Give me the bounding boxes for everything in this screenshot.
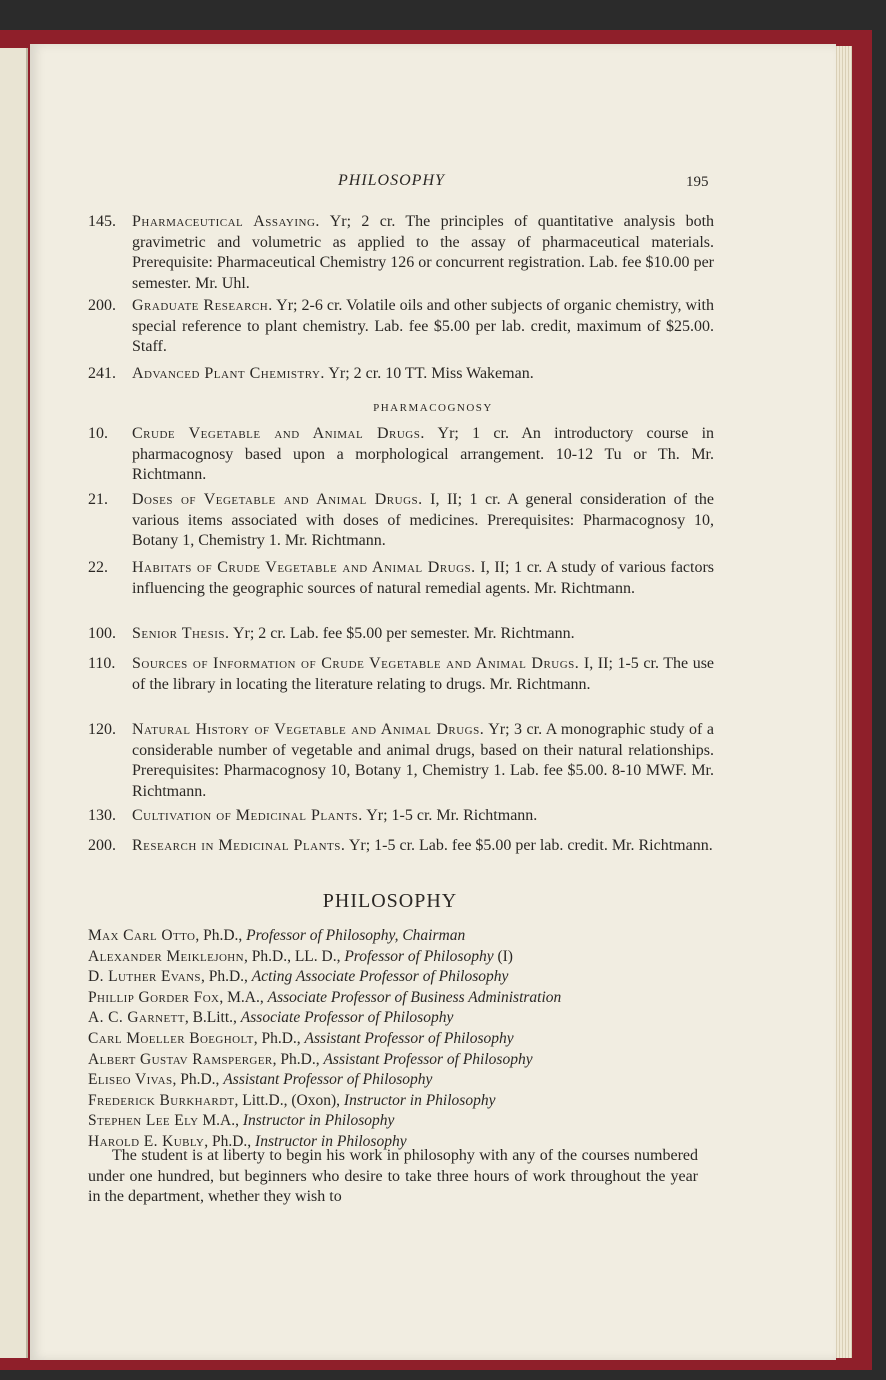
course-title: Pharmaceutical Assaying. (132, 213, 320, 230)
running-head (30, 172, 836, 196)
course-entry (88, 624, 714, 645)
course-entry (88, 212, 714, 294)
course-description: Yr; 2 cr. 10 TT. Miss Wakeman. (328, 365, 534, 382)
course-title: Doses of Vegetable and Animal Drugs. (132, 491, 423, 508)
faculty-name: D. Luther Evans (88, 968, 201, 986)
facing-page-edge (0, 48, 28, 1358)
course-description: Yr; 1 cr. An introductory course in pharmacognosy based upon a morphological arrangement. 10-12 Tu or Th. Mr. Richtmann. (132, 425, 715, 483)
course-title: Senior Thesis. (132, 625, 230, 642)
course-description: Yr; 1-5 cr. Mr. Richtmann. (366, 807, 538, 824)
course-entry (88, 806, 714, 827)
faculty-row (88, 1070, 748, 1091)
course-entry (88, 296, 714, 358)
faculty-degree: , Ph.D., (204, 1132, 256, 1150)
course-entry (88, 364, 714, 385)
faculty-row (88, 1008, 748, 1029)
faculty-row (88, 967, 748, 988)
course-number: 100. (88, 625, 116, 642)
course-title: Research in Medicinal Plants. (132, 837, 346, 854)
faculty-row (88, 1050, 748, 1071)
course-description: Yr; 1-5 cr. Lab. fee $5.00 per lab. credit. Mr. Richtmann. (348, 837, 713, 854)
course-number: 22. (88, 559, 108, 576)
page-number: 195 (686, 174, 709, 190)
faculty-name: Albert Gustav Ramsperger (88, 1050, 273, 1068)
faculty-degree: , B.Litt., (184, 1009, 241, 1027)
faculty-row (88, 1111, 748, 1132)
subsection-heading: PHARMACOGNOSY (373, 402, 493, 414)
faculty-row (88, 1029, 748, 1050)
faculty-degree: , Litt.D., (Oxon), (234, 1091, 344, 1109)
faculty-title: Instructor in Philosophy (255, 1132, 407, 1150)
faculty-name: Harold E. Kubly (88, 1132, 205, 1150)
faculty-title: Instructor in Philosophy (242, 1112, 395, 1130)
course-number: 21. (88, 491, 108, 508)
faculty-title: Associate Professor of Business Administration (267, 988, 562, 1006)
faculty-note: (I) (493, 947, 513, 965)
course-number: 200. (88, 837, 116, 854)
faculty-degree: M.A., (198, 1112, 243, 1130)
faculty-title: Assistant Professor of Philosophy (323, 1050, 533, 1068)
faculty-row (88, 926, 748, 947)
faculty-name: A. C. Garnett (88, 1009, 185, 1027)
faculty-name: Max Carl Otto (88, 927, 196, 944)
course-description: Yr; 3 cr. A monographic study of a considerable number of vegetable and animal drugs, based on their natural relationships. Prerequisites: Pharmacognosy 10, Botany 1, Chemistry 1. Lab. fee $5.00. 8-10 MWF. Mr. Richtmann. (132, 721, 715, 800)
course-number: 120. (88, 721, 116, 738)
course-entry (88, 654, 714, 695)
course-description: Yr; 2 cr. Lab. fee $5.00 per semester. Mr. Richtmann. (232, 625, 575, 642)
course-description: Yr; 2 cr. The principles of quantitative analysis both gravimetric and volumetric as applied to the assay of pharmaceutical materials. Prerequisite: Pharmaceutical Chemistry 126 or concurrent registration. Lab. fee $10.00 per semester. Mr. Uhl. (132, 213, 715, 292)
course-title: Graduate Research. (132, 297, 273, 314)
faculty-row (88, 1091, 748, 1112)
faculty-degree: , M.A., (219, 988, 268, 1006)
faculty-title: Assistant Professor of Philosophy (304, 1029, 514, 1047)
faculty-title: Assistant Professor of Philosophy (223, 1071, 433, 1089)
faculty-degree: , Ph.D., (195, 927, 247, 944)
page-edges (834, 46, 852, 1358)
course-title: Sources of Information of Crude Vegetable and Animal Drugs. (132, 655, 580, 672)
course-title: Habitats of Crude Vegetable and Animal Drugs. (132, 559, 476, 576)
faculty-name: Alexander Meiklejohn (88, 947, 244, 965)
faculty-degree: , Ph.D., (272, 1050, 324, 1068)
running-head-title: PHILOSOPHY (338, 172, 445, 189)
faculty-title: Associate Professor of Philosophy (240, 1009, 454, 1027)
course-number: 145. (88, 213, 116, 230)
course-number: 110. (88, 655, 116, 672)
faculty-degree: , Ph.D., (200, 968, 252, 986)
faculty-degree: , Ph.D., LL. D., (244, 947, 345, 965)
faculty-row (88, 988, 748, 1009)
course-entry (88, 424, 714, 486)
course-description: I, II; 1 cr. A general consideration of the various items associated with doses of medicines. Prerequisites: Pharmacognosy 10, Botany 1, Chemistry 1. Mr. Richtmann. (132, 491, 715, 549)
faculty-title: Acting Associate Professor of Philosophy (251, 968, 509, 986)
course-entry (88, 558, 714, 599)
course-description: Yr; 2-6 cr. Volatile oils and other subjects of organic chemistry, with special reference to plant chemistry. Lab. fee $5.00 per lab. credit, maximum of $25.00. Staff. (132, 297, 715, 355)
faculty-title: Instructor in Philosophy (343, 1091, 496, 1109)
course-number: 200. (88, 297, 116, 314)
faculty-name: Stephen Lee Ely (88, 1112, 199, 1130)
course-title: Crude Vegetable and Animal Drugs. (132, 425, 425, 442)
course-title: Cultivation of Medicinal Plants. (132, 807, 363, 824)
course-title: Advanced Plant Chemistry. (132, 365, 325, 382)
faculty-title: Professor of Philosophy, Chairman (246, 927, 466, 944)
faculty-degree: , Ph.D., (172, 1071, 224, 1089)
course-number: 130. (88, 807, 116, 824)
faculty-name: Phillip Gorder Fox (88, 988, 220, 1006)
book-page (30, 44, 836, 1360)
course-number: 10. (88, 425, 108, 442)
course-description: I, II; 1 cr. A study of various factors influencing the geographic sources of natural remedial agents. Mr. Richtmann. (132, 559, 715, 597)
course-entry (88, 836, 714, 857)
faculty-name: Carl Moeller Boegholt (88, 1029, 254, 1047)
faculty-list (88, 926, 748, 1153)
section-title: PHILOSOPHY (322, 890, 458, 912)
course-title: Natural History of Vegetable and Animal Drugs. (132, 721, 485, 738)
course-entry (88, 490, 714, 552)
course-entry (88, 720, 714, 802)
faculty-title: Professor of Philosophy (344, 947, 494, 965)
faculty-degree: , Ph.D., (253, 1029, 305, 1047)
faculty-name: Frederick Burkhardt (88, 1091, 235, 1109)
faculty-name: Eliseo Vivas (88, 1071, 173, 1089)
course-description: I, II; 1-5 cr. The use of the library in locating the literature relating to drugs. Mr. Richtmann. (132, 655, 715, 693)
intro-paragraph: The student is at liberty to begin his work in philosophy with any of the courses numbered under one hundred, but beginners who desire to take three hours of work throughout the year in the department, whether they wish to (88, 1147, 698, 1205)
course-number: 241. (88, 365, 116, 382)
faculty-row (88, 947, 748, 968)
